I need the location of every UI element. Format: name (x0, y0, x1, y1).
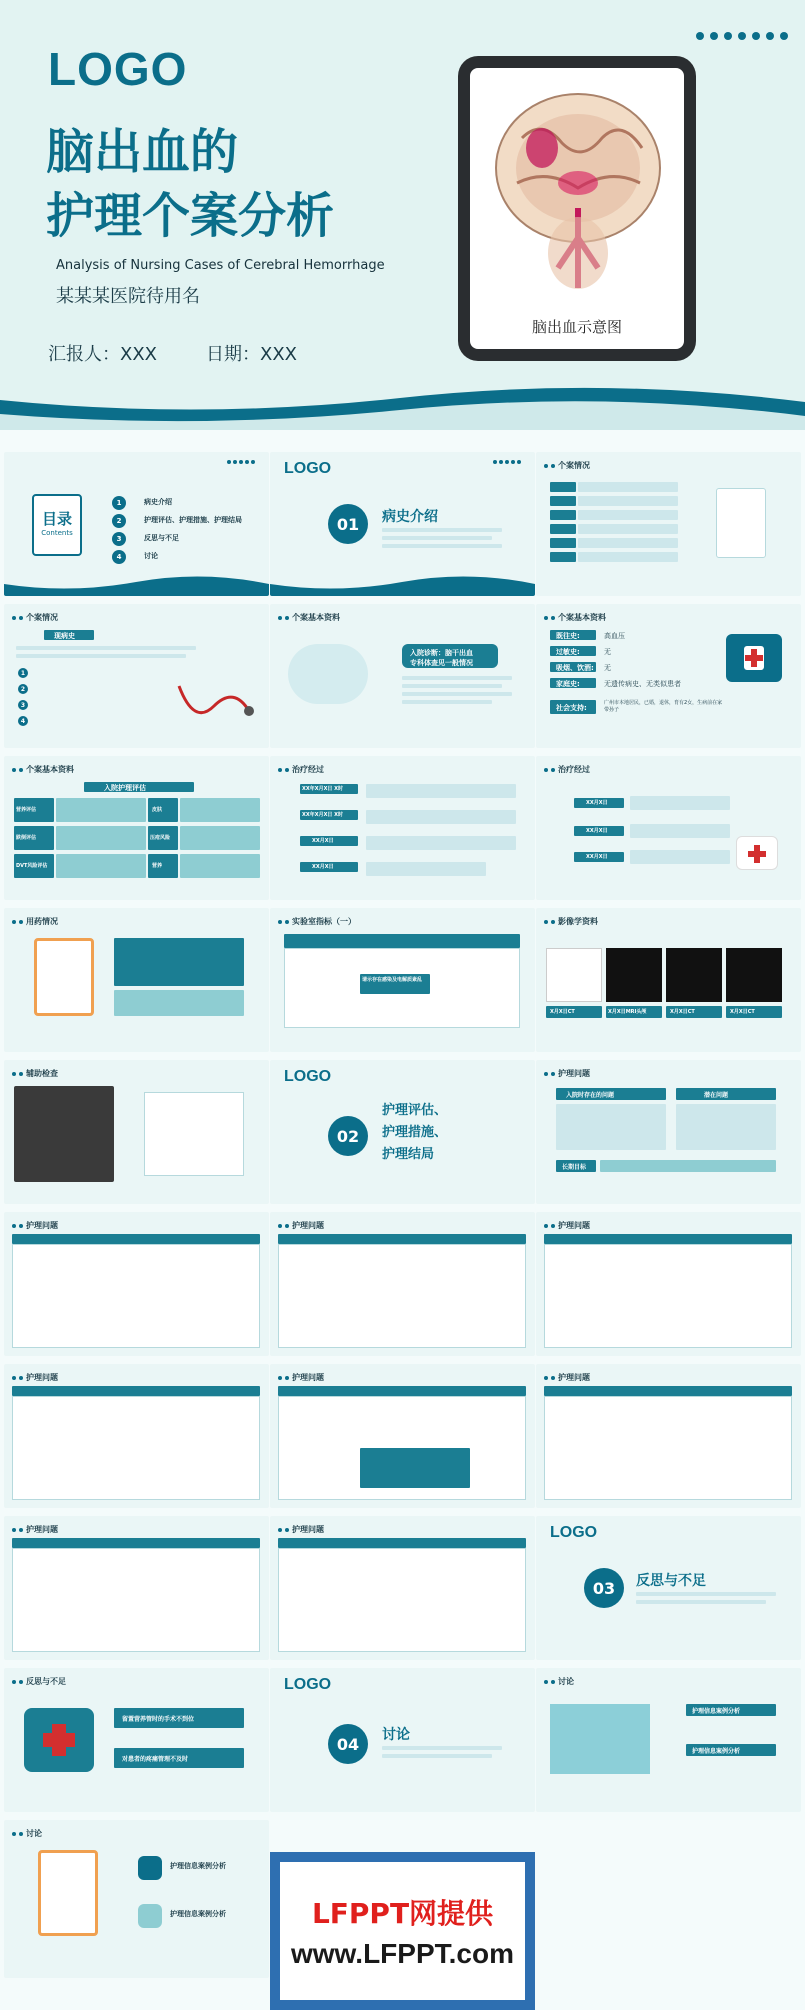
diagnosis-callout: 入院诊断：脑干出血 (410, 649, 473, 657)
slide-imaging[interactable]: 影像学资料 X月X日CT X月X日MRI头颅 X月X日CT X月X日CT (536, 908, 801, 1052)
history-label: 现病史 (54, 632, 75, 640)
medical-box-icon (736, 836, 778, 870)
slide-logo: LOGO (284, 460, 332, 477)
slide-header: 反思与不足 (26, 1677, 66, 1686)
slide-section-02[interactable] (270, 1060, 535, 1204)
slide-aux-exam[interactable] (4, 1060, 269, 1204)
section-number: 03 (584, 1568, 624, 1608)
slide-toc[interactable] (4, 452, 269, 596)
image-caption: 脑出血示意图 (531, 318, 622, 336)
decor-dots (696, 32, 788, 40)
slide-header: 用药情况 (26, 917, 58, 926)
slide-section-03[interactable] (536, 1516, 801, 1660)
slide-care-table-8[interactable]: 护理问题 (270, 1516, 535, 1660)
cover-title-line2: 护理个案分析 (46, 188, 335, 244)
toc-item-3[interactable]: 反思与不足 (144, 534, 179, 542)
slide-treatment-1[interactable]: 治疗经过 XX年X月X日 X时 XX年X月X日 X时 XX月X日 XX月X日 (270, 756, 535, 900)
slide-section-01[interactable] (270, 452, 535, 596)
slide-logo: LOGO (284, 1068, 332, 1085)
brain-illustration (492, 88, 664, 308)
section-title: 病史介绍 (382, 509, 438, 525)
slide-care-table-1[interactable]: 护理问题 (4, 1212, 269, 1356)
first-aid-kit-icon (24, 1708, 94, 1772)
cover-slide (0, 0, 805, 430)
slide-logo: LOGO (284, 1676, 332, 1693)
slide-header: 实验室指标（一） (292, 917, 356, 926)
slide-medication[interactable] (4, 908, 269, 1052)
slide-treatment-2[interactable]: 治疗经过 XX月X日 XX月X日 XX月X日 (536, 756, 801, 900)
assessment-banner: 入院护理评估 (104, 784, 146, 792)
cover-subtitle: Analysis of Nursing Cases of Cerebral Hemorrhage (56, 258, 385, 273)
promo-banner (270, 1852, 535, 2010)
slide-care-table-4[interactable]: 护理问题 (4, 1364, 269, 1508)
slide-care-table-7[interactable]: 护理问题 (4, 1516, 269, 1660)
promo-line2[interactable]: www.LFPPT.com (291, 1938, 514, 1969)
scan-image-1 (546, 948, 602, 1002)
scan-image-3 (666, 948, 722, 1002)
section-number: 02 (328, 1116, 368, 1156)
clipboard-icon (34, 938, 94, 1016)
slide-care-table-3[interactable]: 护理问题 (536, 1212, 801, 1356)
section-number: 04 (328, 1724, 368, 1764)
slide-header: 个案情况 (26, 613, 58, 622)
cover-title-line1: 脑出血的 (46, 124, 239, 180)
exam-callout: 专科体查见一般情况 (410, 659, 473, 667)
cover-hospital: 某某某医院待用名 (56, 286, 200, 307)
toc-num-1: 1 (112, 496, 126, 510)
clipboard-icon (716, 488, 766, 558)
slide-assessment[interactable]: 个案基本资料 入院护理评估 营养评估 跌倒评估 DVT风险评估 皮肤 压疮风险 营养 (4, 756, 269, 900)
slide-header: 个案基本资料 (26, 765, 74, 774)
clipboard-icon (38, 1850, 98, 1936)
scan-image-2 (606, 948, 662, 1002)
toc-num-3: 3 (112, 532, 126, 546)
toc-item-2[interactable]: 护理评估、护理措施、护理结局 (144, 516, 242, 524)
slide-header: 辅助检查 (26, 1069, 58, 1078)
toc-num-4: 4 (112, 550, 126, 564)
scan-image-4 (726, 948, 782, 1002)
promo-line1: LFPPT网提供 (311, 1897, 494, 1930)
slide-header: 个案基本资料 (292, 613, 340, 622)
toc-num-2: 2 (112, 514, 126, 528)
cover-title (46, 120, 406, 248)
section-title: 护理评估、 护理措施、 护理结局 (382, 1103, 448, 1162)
tablet-frame (458, 56, 696, 361)
toc-item-4[interactable]: 讨论 (144, 552, 158, 560)
slide-header: 个案基本资料 (558, 613, 606, 622)
slide-nursing-issues[interactable]: 护理问题 入院时存在的问题 潜在问题 长期目标 (536, 1060, 801, 1204)
section-title: 讨论 (382, 1727, 410, 1743)
slide-basic-info-1[interactable] (270, 604, 535, 748)
slide-header: 个案情况 (558, 461, 590, 470)
slide-reflection[interactable]: 反思与不足 留置营养管时的手术不到位 对患者的疼痛管理不及时 (4, 1668, 269, 1812)
slide-section-04[interactable] (270, 1668, 535, 1812)
slide-case-history[interactable]: 个案情况 现病史 1 2 3 4 (4, 604, 269, 748)
xray-image (14, 1086, 114, 1182)
cover-logo: LOGO (48, 43, 188, 95)
slide-header: 治疗经过 (292, 765, 324, 774)
toc-title: 目录 (41, 510, 72, 528)
section-title: 反思与不足 (636, 1573, 706, 1589)
slide-lab-1[interactable] (270, 908, 535, 1052)
slide-header: 治疗经过 (558, 765, 590, 774)
cover-wave (0, 380, 805, 430)
slide-discussion-2[interactable]: 讨论 护理信息案例分析 护理信息案例分析 (4, 1820, 269, 1978)
stethoscope-icon (174, 676, 254, 726)
report-document (144, 1092, 244, 1176)
slide-care-table-5[interactable]: 护理问题 (270, 1364, 535, 1508)
section-number: 01 (328, 504, 368, 544)
first-aid-kit-icon (726, 634, 782, 682)
slide-case-info[interactable] (536, 452, 801, 596)
cover-date: 日期：XXX (206, 344, 297, 365)
doctor-photo (550, 1704, 650, 1774)
slide-header: 护理问题 (558, 1069, 590, 1078)
slide-logo: LOGO (550, 1524, 598, 1541)
slide-header: 影像学资料 (558, 917, 598, 926)
slide-care-table-2[interactable]: 护理问题 (270, 1212, 535, 1356)
slide-header: 讨论 (26, 1829, 42, 1838)
toc-title-en: Contents (41, 529, 73, 537)
toc-item-1[interactable]: 病史介绍 (144, 498, 172, 506)
cover-reporter: 汇报人：XXX (48, 344, 157, 365)
slide-care-table-6[interactable]: 护理问题 (536, 1364, 801, 1508)
slide-basic-info-2[interactable]: 个案基本资料 既往史: 高血压 过敏史: 无 吸烟、饮酒: 无 家庭史: 无遗传病史、无类似患者 社会支持: 广州市本地居民，已婚，退休，育有2女，生病前在家带孙子 (536, 604, 801, 748)
slide-discussion-1[interactable]: 讨论 护理信息案例分析 护理信息案例分析 (536, 1668, 801, 1812)
ct-scanner-icon (288, 644, 368, 704)
slide-header: 讨论 (558, 1677, 574, 1686)
lab-note: 请示存在感染及电解质紊乱 (362, 977, 423, 983)
